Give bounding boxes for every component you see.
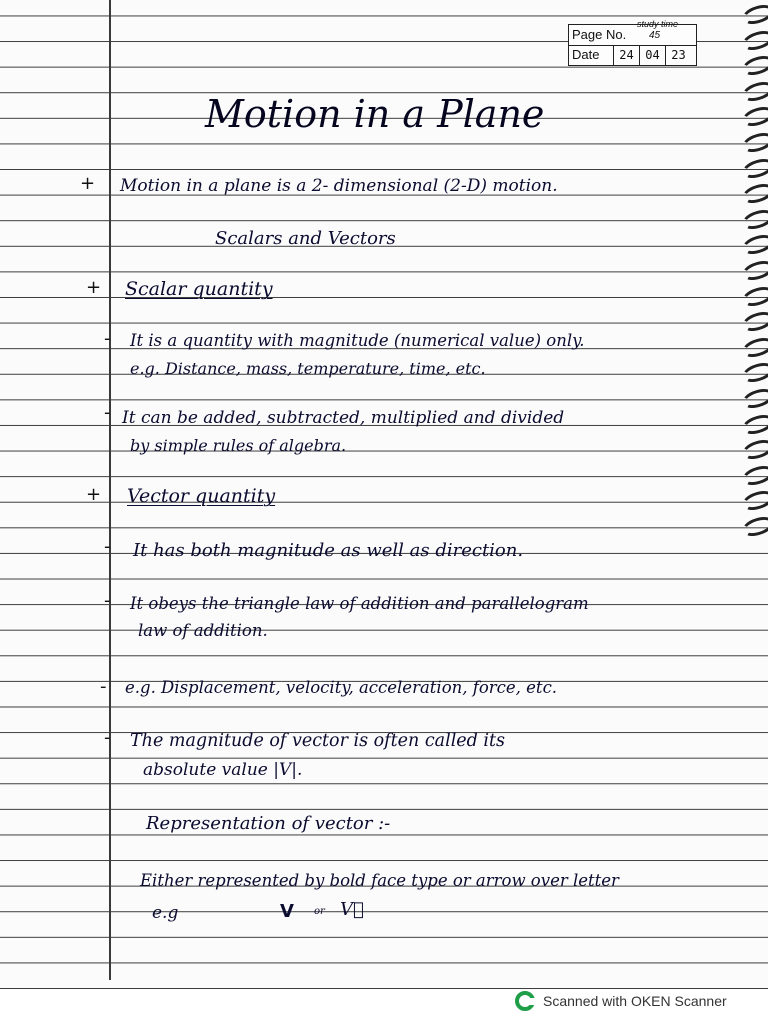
spiral-ring [742, 283, 768, 309]
page-date-box [568, 19, 697, 66]
margin-dash-mark: - [104, 536, 111, 557]
spiral-ring [742, 360, 768, 386]
spiral-ring [742, 104, 768, 130]
margin-plus-mark: + [86, 484, 102, 505]
spiral-ring [742, 411, 768, 437]
note-line: It obeys the triangle law of addition and parallelogram [130, 594, 589, 613]
margin-dash-mark: - [104, 590, 111, 611]
margin-line [109, 0, 111, 980]
note-line: The magnitude of vector is often called its [130, 731, 506, 751]
spiral-ring [742, 155, 768, 181]
spiral-ring [742, 462, 768, 488]
note-line: e.g. Distance, mass, temperature, time, etc. [130, 359, 486, 378]
date-label: Date [572, 47, 600, 62]
note-line: law of addition. [138, 621, 268, 640]
spiral-ring [742, 78, 768, 104]
spiral-ring [742, 1, 768, 27]
spiral-ring [742, 129, 768, 155]
margin-dash-mark: - [100, 676, 107, 697]
date-year: 23 [665, 45, 691, 65]
page-number-label: Page No. [572, 27, 627, 42]
spiral-ring [742, 257, 768, 283]
margin-plus-mark: + [80, 173, 96, 194]
page-number-value: 45 [649, 30, 661, 41]
spiral-ring [742, 513, 768, 539]
subheading-vector: Vector quantity [127, 485, 276, 507]
date-row [569, 45, 696, 65]
page-title: Motion in a Plane [205, 92, 545, 136]
note-line: absolute value |V|. [143, 760, 303, 780]
note-line: e.g [152, 903, 179, 923]
note-line: or [314, 906, 325, 917]
brand-label: study time [637, 19, 679, 29]
spiral-ring [742, 53, 768, 79]
date-day: 24 [613, 45, 639, 65]
date-month: 04 [639, 45, 665, 65]
margin-dash-mark: - [104, 727, 111, 748]
page-number-row [569, 19, 696, 46]
spiral-ring [742, 385, 768, 411]
margin-dash-mark: - [104, 402, 111, 423]
subheading-scalar: Scalar quantity [125, 278, 273, 300]
spiral-ring [742, 232, 768, 258]
spiral-ring [742, 334, 768, 360]
spiral-ring [742, 206, 768, 232]
spiral-ring [742, 27, 768, 53]
note-line: e.g. Displacement, velocity, acceleration, force, etc. [125, 678, 558, 697]
spiral-ring [742, 488, 768, 514]
note-line: It can be added, subtracted, multiplied and divided [122, 408, 565, 428]
scanner-footer [515, 990, 727, 1012]
section-heading: Scalars and Vectors [215, 228, 396, 249]
note-line: Either represented by bold face type or arrow over letter [140, 871, 619, 890]
note-line: It is a quantity with magnitude (numerical value) only. [130, 331, 585, 350]
subheading-representation: Representation of vector :- [146, 813, 391, 834]
oken-scanner-logo-icon [515, 991, 535, 1011]
note-line: by simple rules of algebra. [130, 436, 347, 455]
spiral-ring [742, 309, 768, 335]
spiral-ring [742, 437, 768, 463]
arrow-vector-symbol: V⃗ [340, 899, 364, 920]
note-line: Motion in a plane is a 2- dimensional (2-D) motion. [120, 176, 558, 196]
note-line: It has both magnitude as well as direction. [133, 540, 524, 561]
spiral-ring [742, 181, 768, 207]
bold-vector-symbol: V [280, 901, 294, 922]
footer-text: Scanned with OKEN Scanner [543, 993, 727, 1009]
margin-dash-mark: - [104, 328, 111, 349]
spiral-binding [742, 0, 768, 540]
margin-plus-mark: + [86, 277, 102, 298]
